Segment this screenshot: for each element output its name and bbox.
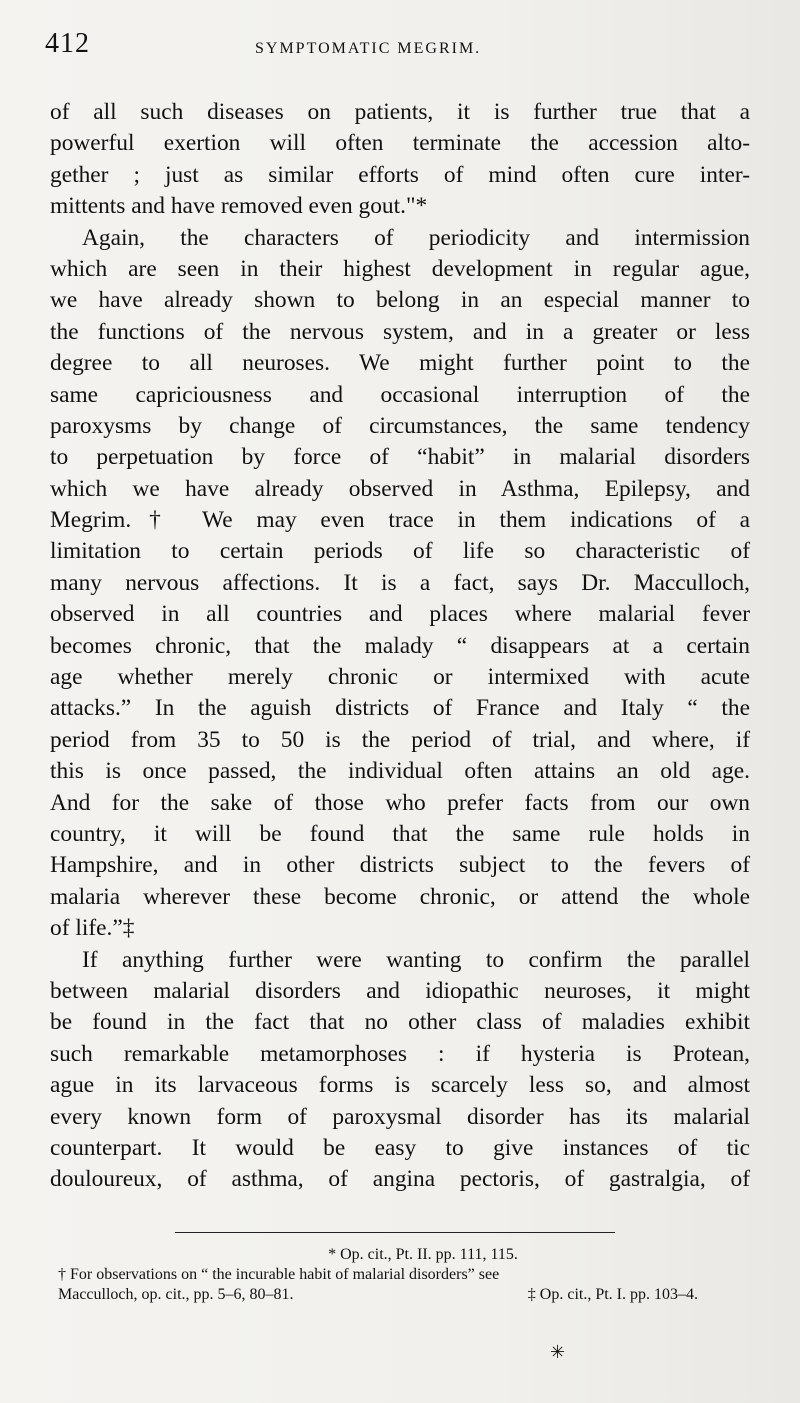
text-line: of life.”‡ — [50, 915, 135, 942]
text-line: which are seen in their highest development in regular ague, — [50, 255, 750, 282]
text-line: counterpart. It would be easy to give instances of tic — [50, 1134, 750, 1161]
text-line: douloureux, of asthma, of angina pectoris, of gastralgia, of — [50, 1166, 750, 1193]
text-line: many nervous affections. It is a fact, says Dr. Macculloch, — [50, 569, 750, 596]
text-line: same capriciousness and occasional interruption of the — [50, 381, 750, 408]
text-line: this is once passed, the individual often attains an old age. — [50, 758, 750, 785]
paragraph-3 — [50, 945, 750, 1196]
text-line: age whether merely chronic or intermixed with acute — [50, 664, 750, 691]
text-line: between malarial disorders and idiopathic neuroses, it might — [50, 977, 750, 1004]
text-line: we have already shown to belong in an especial manner to — [50, 287, 750, 314]
text-line: ague in its larvaceous forms is scarcely less so, and almost — [50, 1072, 750, 1099]
text-line: every known form of paroxysmal disorder has its malarial — [50, 1103, 750, 1130]
paragraph-2 — [50, 223, 750, 945]
text-line: to perpetuation by force of “habit” in malarial disorders — [50, 444, 750, 471]
running-head: SYMPTOMATIC MEGRIM. — [255, 40, 482, 57]
text-line: If anything further were wanting to confirm the parallel — [82, 946, 750, 973]
text-line: And for the sake of those who prefer facts from our own — [50, 789, 750, 816]
page-number: 412 — [45, 28, 90, 59]
text-line: which we have already observed in Asthma, Epilepsy, and — [50, 475, 750, 502]
printer-signature-mark: ✳ — [550, 1342, 566, 1362]
text-line: attacks.” In the aguish districts of France and Italy “ the — [50, 695, 750, 722]
body-text — [50, 97, 750, 1196]
text-line: such remarkable metamorphoses : if hysteria is Protean, — [50, 1040, 750, 1067]
footnote-dagger-continued: Macculloch, op. cit., pp. 5–6, 80–81. — [58, 1286, 294, 1303]
text-line: Hampshire, and in other districts subject to the fevers of — [50, 852, 750, 879]
text-line: powerful exertion will often terminate the accession alto- — [50, 130, 750, 157]
text-line: the functions of the nervous system, and in a greater or less — [50, 318, 750, 345]
text-line: degree to all neuroses. We might further point to the — [50, 350, 750, 377]
footnotes — [58, 1245, 758, 1305]
text-line: paroxysms by change of circumstances, the same tendency — [50, 412, 750, 439]
footnote-row — [58, 1285, 758, 1305]
paragraph-1 — [50, 97, 750, 223]
footnote-rule — [175, 1232, 615, 1233]
text-line: limitation to certain periods of life so characteristic of — [50, 538, 750, 565]
page-header — [45, 28, 755, 68]
text-line: becomes chronic, that the malady “ disappears at a certain — [50, 632, 750, 659]
footnote-dagger: † For observations on “ the incurable habit of malarial disorders” see — [58, 1266, 500, 1283]
text-line: Again, the characters of periodicity and intermission — [82, 224, 750, 251]
text-line: period from 35 to 50 is the period of trial, and where, if — [50, 726, 750, 753]
text-line: gether ; just as similar efforts of mind often cure inter- — [50, 161, 750, 188]
text-line: country, it will be found that the same rule holds in — [50, 820, 750, 847]
text-line: Megrim.† We may even trace in them indications of a — [50, 507, 750, 534]
text-line: observed in all countries and places where malarial fever — [50, 601, 750, 628]
footnote-double-dagger: ‡ Op. cit., Pt. I. pp. 103–4. — [527, 1286, 698, 1303]
footnote-star: * Op. cit., Pt. II. pp. 111, 115. — [328, 1246, 518, 1263]
text-line: be found in the fact that no other class of maladies exhibit — [50, 1009, 750, 1036]
text-line: of all such diseases on patients, it is further true that a — [50, 99, 750, 125]
text-line: malaria wherever these become chronic, or attend the whole — [50, 883, 750, 910]
text-line: mittents and have removed even gout."* — [50, 193, 428, 220]
